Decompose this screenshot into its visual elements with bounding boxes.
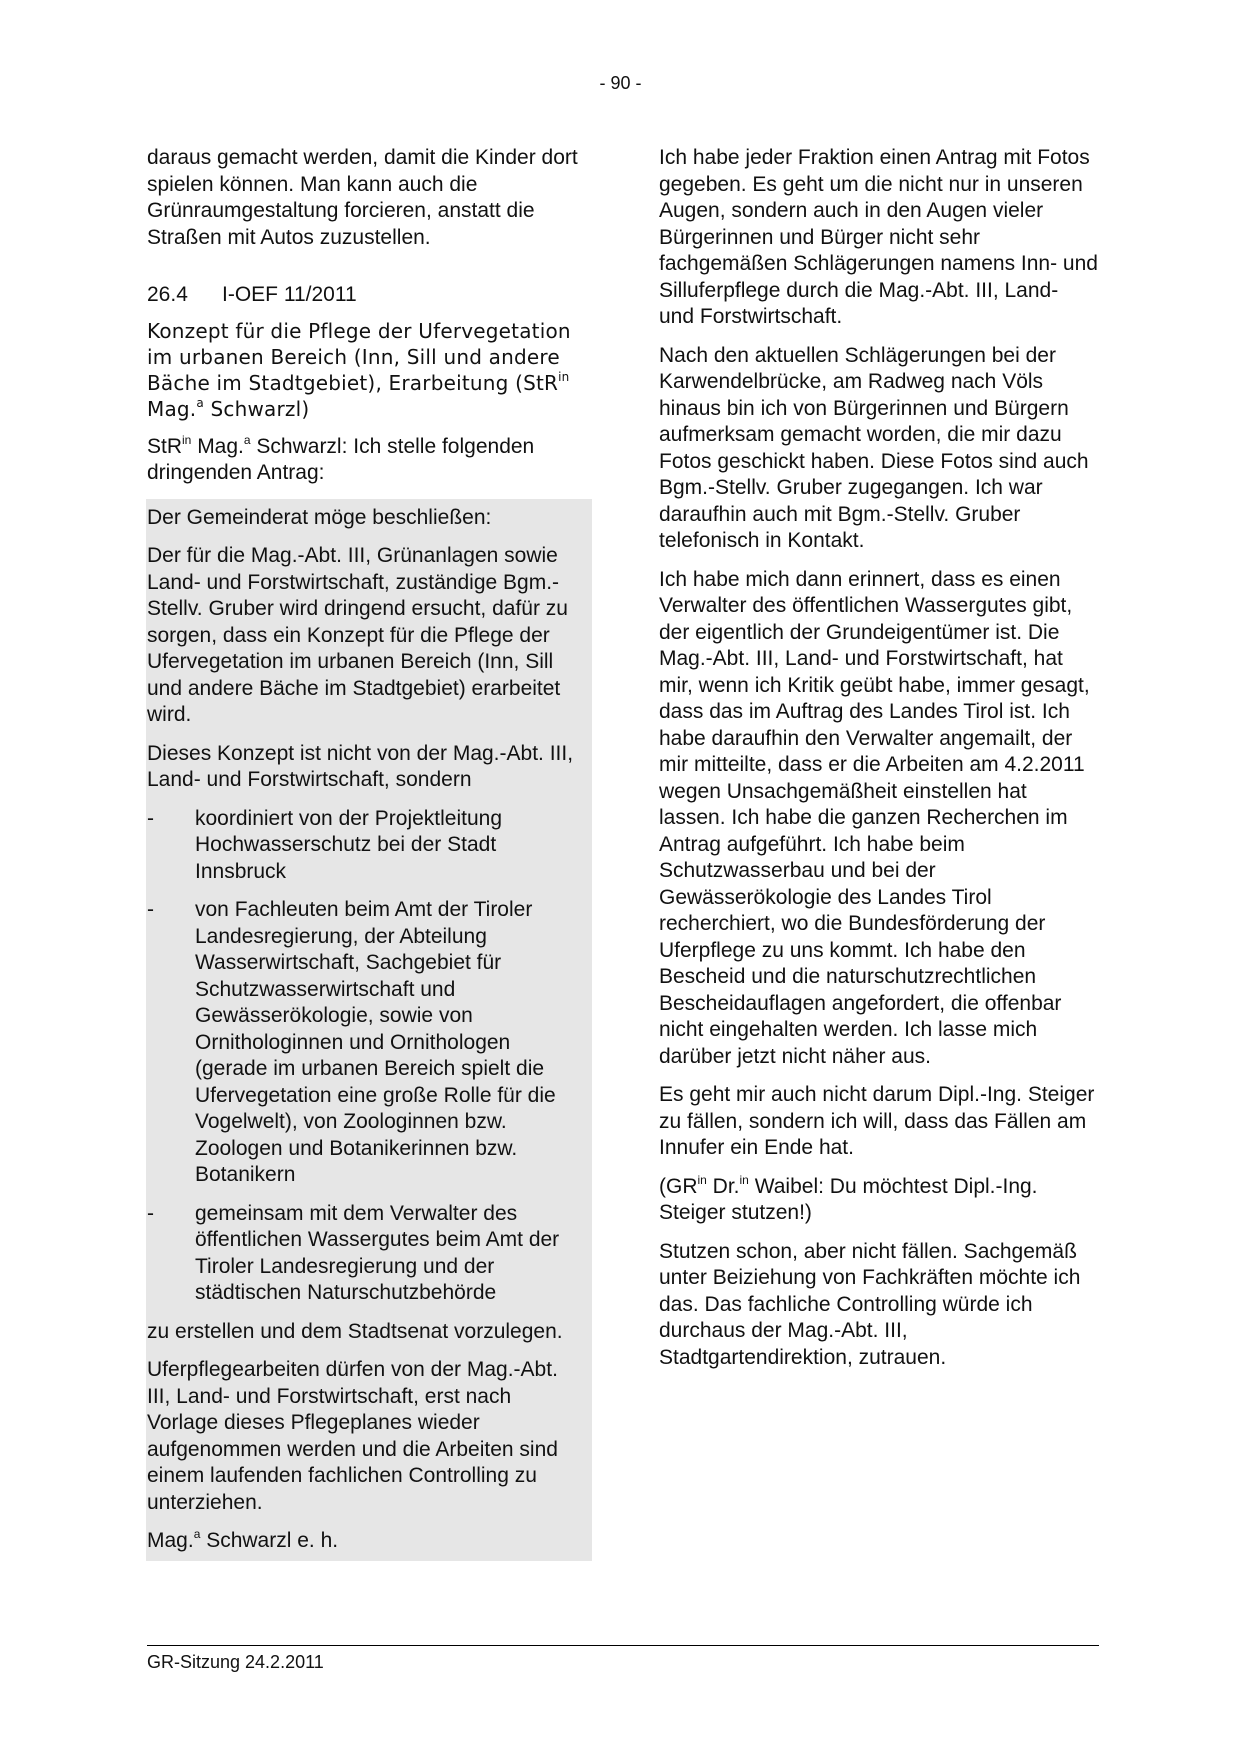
list-item [147, 897, 587, 1189]
agenda-code: I-OEF 11/2011 [222, 283, 357, 306]
speaker-intro [147, 434, 587, 487]
footer-divider [147, 1645, 1099, 1646]
list-item [147, 806, 587, 886]
motion-opening: Der Gemeinderat möge beschließen: [147, 505, 492, 529]
page-number: - 90 - [599, 73, 642, 93]
speech-paragraph: Nach den aktuellen Schlägerungen bei der Karwendelbrücke, am Radweg nach Völs hinaus bin ich von Bürgerinnen und Bürgern aufmerksam gemacht worden, die mir dazu Fotos geschickt haben. Diese Fotos sind auch Bgm.-Stellv. Gruber zugegangen. Ich war daraufhin auch mit Bgm.-Stellv. Gruber telefonisch in Kontakt. [659, 343, 1089, 552]
speaker-mid: Mag. [191, 434, 244, 458]
agenda-title [147, 318, 587, 422]
right-column [659, 145, 1099, 1383]
intro-paragraph: daraus gemacht werden, damit die Kinder dort spielen können. Man kann auch die Grünraumgestaltung forcieren, anstatt die Straßen mit Autos zuzustellen. [147, 146, 578, 249]
agenda-item-header [147, 282, 587, 309]
dash-bullet: - [147, 806, 154, 830]
interjection-sup: in [739, 1172, 749, 1187]
agenda-title-mid: Mag. [147, 396, 197, 421]
speaker-prefix: StR [147, 434, 183, 458]
interjection [659, 1174, 1099, 1227]
motion-signature [147, 1528, 587, 1555]
agenda-title-sup: in [558, 369, 570, 384]
agenda-number: 26.4 [147, 283, 188, 306]
footer-session: GR-Sitzung 24.2.2011 [147, 1652, 324, 1672]
speaker-text: Schwarzl: Ich stelle folgenden dringenden Antrag: [147, 434, 535, 484]
motion-paragraph: zu erstellen und dem Stadtsenat vorzulegen. [147, 1319, 563, 1343]
speech-paragraph: Es geht mir auch nicht darum Dipl.-Ing. Steiger zu fällen, sondern ich will, dass das Fällen am Innufer ein Ende hat. [659, 1083, 1095, 1159]
signature-prefix: Mag. [147, 1529, 194, 1552]
agenda-title-sup: a [196, 395, 204, 410]
interjection-mid: Dr. [706, 1174, 740, 1198]
signature-text: Schwarzl e. h. [200, 1529, 339, 1552]
interjection-prefix: (GR [659, 1174, 698, 1198]
dash-bullet: - [147, 898, 154, 921]
agenda-title-end: Schwarzl) [203, 396, 310, 421]
motion-box [146, 499, 592, 1561]
signature-sup: a [193, 1527, 201, 1541]
list-item-text: gemeinsam mit dem Verwalter des öffentlichen Wassergutes beim Amt der Tiroler Landesregierung und der städtischen Naturschutzbehörde [195, 1201, 560, 1304]
list-item [147, 1201, 587, 1307]
left-column [147, 145, 587, 1561]
speech-paragraph: Ich habe mich dann erinnert, dass es einen Verwalter des öffentlichen Wassergutes gibt, der eigentlich der Grundeigentümer ist. Die Mag.-Abt. III, Land- und Forstwirtschaft, hat mir, wenn ich Kritik geübt habe, immer gesagt, dass das im Auftrag des Landes Tirol ist. Ich habe daraufhin den Verwalter angemailt, der mir mitteilte, dass er die Arbeiten am 4.2.2011 wegen Unsachgemäßheit einstellen hat lassen. Ich habe die ganzen Recherchen im Antrag aufgeführt. Ich habe beim Schutzwasserbau und bei der Gewässerökologie des Landes Tirol recherchiert, wo die Bundesförderung der Uferpflege zu uns kommt. Ich habe den Bescheid und die naturschutzrechtlichen Bescheidauflagen angefordert, die offenbar nicht eingehalten werden. Ich lasse mich darüber jetzt nicht näher aus. [659, 567, 1090, 1068]
agenda-title-text: Konzept für die Pflege der Ufervegetation im urbanen Bereich (Inn, Sill und andere Bäche im Stadtgebiet), Erarbeitung (StR [147, 318, 571, 395]
list-item-text: koordiniert von der Projektleitung Hochwasserschutz bei der Stadt Innsbruck [195, 806, 503, 883]
motion-paragraph: Dieses Konzept ist nicht von der Mag.-Abt. III, Land- und Forstwirtschaft, sondern [147, 741, 574, 791]
speech-paragraph: Stutzen schon, aber nicht fällen. Sachgemäß unter Beiziehung von Fachkräften möchte ich das. Das fachliche Controlling würde ich durchaus der Mag.-Abt. III, Stadtgartendirektion, zutrauen. [659, 1239, 1081, 1369]
dash-bullet: - [147, 1201, 154, 1225]
interjection-text: Waibel: Du möchtest Dipl.-Ing. Steiger stutzen!) [659, 1174, 1038, 1224]
list-item-text: von Fachleuten beim Amt der Tiroler Landesregierung, der Abteilung Wasserwirtschaft, Sachgebiet für Schutzwasserwirtschaft und Gewässerökologie, sowie von Ornithologinnen und Ornithologen (gerade im urbanen Bereich spielt die Ufervegetation eine große Rolle für die Vogelwelt), von Zoologinnen bzw. Zoologen und Botanikerinnen bzw. Botanikern [195, 898, 556, 1186]
speaker-sup: a [243, 432, 251, 447]
motion-paragraph: Der für die Mag.-Abt. III, Grünanlagen sowie Land- und Forstwirtschaft, zuständige Bgm.-Stellv. Gruber wird dringend ersucht, dafür zu sorgen, dass ein Konzept für die Pflege der Ufervegetation im urbanen Bereich (Inn, Sill und andere Bäche im Stadtgebiet) erarbeitet wird. [147, 544, 568, 726]
interjection-sup: in [697, 1172, 707, 1187]
speech-paragraph: Ich habe jeder Fraktion einen Antrag mit Fotos gegeben. Es geht um die nicht nur in unseren Augen, sondern auch in den Augen vieler Bürgerinnen und Bürger nicht sehr fachgemäßen Schlägerungen namens Inn- und Silluferpflege durch die Mag.-Abt. III, Land- und Forstwirtschaft. [659, 146, 1098, 328]
speaker-sup: in [182, 432, 192, 447]
motion-paragraph: Uferpflegearbeiten dürfen von der Mag.-Abt. III, Land- und Forstwirtschaft, erst nach Vorlage dieses Pflegeplanes wieder aufgenommen werden und die Arbeiten sind einem laufenden fachlichen Controlling zu unterziehen. [147, 1358, 558, 1514]
